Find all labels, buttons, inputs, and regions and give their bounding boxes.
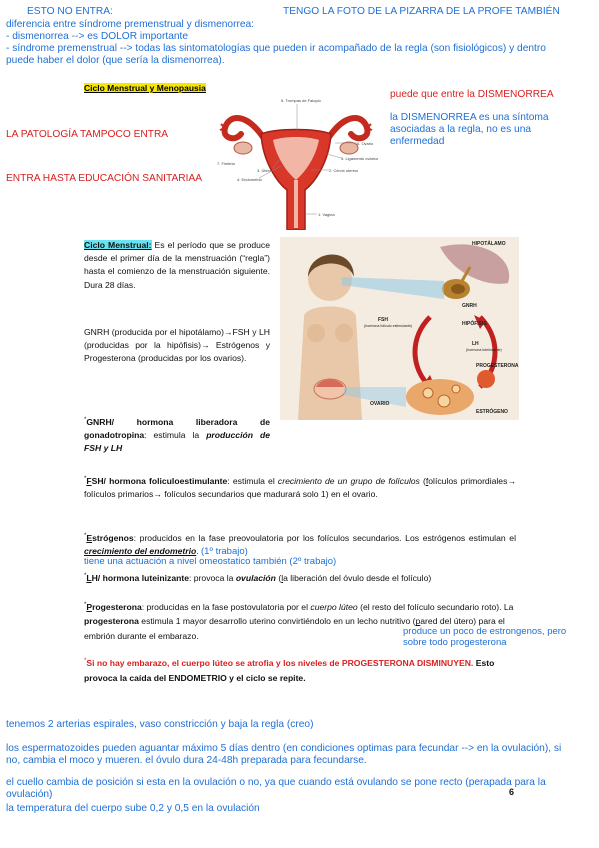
gnrh-term: GNRH/ hormona liberadora de gonadotropina <box>84 416 270 441</box>
fsh-item <box>84 473 516 501</box>
estr-note-2: tiene una actuación a nivel omeostatico también (2º trabajo) <box>84 556 337 567</box>
fsh-term-first: F <box>86 475 92 486</box>
bottom-note-cuello <box>6 777 596 801</box>
label-fsh: FSH <box>378 317 388 323</box>
lh-term-first: L <box>86 572 92 583</box>
estr-text2: . <box>196 546 199 557</box>
label-lh-sub: (hormona luteinizante) <box>466 348 502 352</box>
gnrh-emphasis: producción de FSH y LH <box>84 430 270 454</box>
note-dismenorrea-question: puede que entre la DISMENORREA <box>390 89 554 100</box>
prog-note <box>403 626 566 648</box>
fsh-text2: ( <box>419 475 426 486</box>
note-line: produce un poco de estrongenos, pero <box>403 626 567 637</box>
label-fimbria: 7. Fimbria <box>217 161 235 166</box>
header-right-note: TENGO LA FOTO DE LA PIZARRA DE LA PROFE TAMBIÉN <box>283 6 560 17</box>
top-note-line: puede haber el dolor (que sería la dismenorrea). <box>6 55 225 66</box>
uterus-illustration <box>220 118 372 230</box>
gnrh-chain: GNRH (producida por el hipotálamo)→FSH y LH (producidas por la hipófisis)→ Estrógenos y Progesterona (producidas por los ovarios). <box>84 327 270 364</box>
estr-emphasis: crecimiento del endometrio <box>84 546 197 557</box>
top-note-line: - dismenorrea --> es DOLOR importante <box>6 31 189 42</box>
label-hipofisis: HIPÓFISIS <box>462 321 487 327</box>
prog-text2: (el resto del folículo secundario roto). La <box>357 601 514 612</box>
no-embarazo-red: Si no hay embarazo, el cuerpo lúteo se atrofia y los niveles de PROGESTERONA DISMINUYEN. <box>86 657 474 668</box>
top-note-line: - síndrome premenstrual --> todas las sintomatologías que pueden ir acompañado de la regla (son fisiológicos) y dentro <box>6 43 546 54</box>
prog-sub-first: p <box>415 616 421 627</box>
header-left-note: ESTO NO ENTRA: <box>27 6 113 17</box>
label-endometrio: 4. Endometrio <box>237 177 262 182</box>
bullet-symbol: * <box>84 658 87 664</box>
bullet-symbol: * <box>84 417 87 423</box>
note-line: sobre todo progesterona <box>403 637 507 648</box>
uterus-diagram <box>217 94 387 230</box>
lh-text: : provoca la <box>189 572 236 583</box>
prog-text: : producidas en la fase postovulatoria por el <box>141 601 311 612</box>
label-trompas: 5. Trompas de Falopio <box>281 98 321 103</box>
label-fsh-sub: (hormona foliculo estimulante) <box>364 324 413 328</box>
page-number: 6 <box>509 787 515 797</box>
estr-text: : producidos en la fase preovoulatoria por los folículos secundarios. Los estrógenos estimulan el <box>133 532 516 543</box>
prog-text4: ared del útero) para el embrión durante el embarazo. <box>84 616 505 642</box>
label-estrogeno: ESTRÓGENO <box>476 409 508 415</box>
estrogenos-item <box>84 530 516 558</box>
gnrh-item <box>84 414 270 455</box>
note-line: ovulación) <box>6 789 53 800</box>
fsh-text: : estimula el <box>227 475 278 486</box>
fsh-term: SH/ hormona foliculoestimulante <box>91 475 228 486</box>
note-line: la DISMENORREA es una síntoma <box>390 112 549 123</box>
note-line: los espermatozoides pueden aguantar máximo 5 días dentro (en condiciones optimas para fecundar --> en la ovulación), si <box>6 743 562 754</box>
estr-note-1: (1º trabajo) <box>201 546 248 558</box>
label-gnrh: GNRH <box>462 303 477 309</box>
prog-text3: estimula 1 mayor desarrollo uterino convirtiéndolo en un lecho nutritivo ( <box>138 616 416 627</box>
lh-item <box>84 570 516 585</box>
prog-term-first: P <box>86 601 93 612</box>
bullet-symbol: * <box>84 573 87 579</box>
ciclo-definition <box>84 239 270 292</box>
note-educacion: ENTRA HASTA EDUCACIÓN SANITARIAA <box>6 173 203 184</box>
bullet-symbol: * <box>84 533 87 539</box>
label-utero: 3. Útero <box>257 168 272 173</box>
lh-term: H/ hormona luteinizante <box>91 572 189 583</box>
top-note-line: diferencia entre síndrome premenstrual y dismenorrea: <box>6 19 255 30</box>
fsh-emphasis: crecimiento de un grupo de folículos <box>277 475 420 486</box>
label-progesterona: PROGESTERONA <box>476 363 519 369</box>
lh-emphasis: ovulación <box>235 572 276 583</box>
label-hipotalamo: HIPOTÁLAMO <box>472 241 506 247</box>
section-title <box>84 83 206 93</box>
estr-term: strógenos <box>92 532 134 543</box>
bottom-note-arterias: tenemos 2 arterias espirales, vaso constricción y baja la regla (creo) <box>6 719 314 730</box>
label-lh: LH <box>472 341 479 347</box>
bottom-note-temperatura: la temperatura del cuerpo sube 0,2 y 0,5 en la ovulación <box>6 803 260 814</box>
prog-bold: progesterona <box>84 616 139 627</box>
lh-sub-first: l <box>281 572 284 583</box>
fsh-sub-first: f <box>425 475 429 486</box>
lh-text2: ( <box>275 572 282 583</box>
note-patologia: LA PATOLOGÍA TAMPOCO ENTRA <box>6 129 169 140</box>
label-ligamento: 5. Ligamento ovárico <box>341 156 379 161</box>
no-embarazo-black: Esto provoca la caída del ENDOMETRIO y el ciclo se repite. <box>84 657 495 683</box>
cycle-diagram <box>280 237 519 420</box>
ciclo-term: Ciclo Menstrual: <box>84 240 152 250</box>
bottom-note-espermatozoides <box>6 743 596 767</box>
prog-emphasis: cuerpo lúteo <box>310 601 358 612</box>
ciclo-text: Es el período que se produce desde el primer día de la menstruación (“regla”) hasta el comienzo de la menstruación siguiente. Dura 28 días. <box>84 240 270 290</box>
estr-term-first: E <box>86 532 93 543</box>
label-ovario-cycle: OVARIO <box>370 401 390 407</box>
note-line: enfermedad <box>390 136 445 147</box>
label-vagina: 1. Vagina <box>318 212 335 217</box>
note-line: asociadas a la regla, no es una <box>390 124 532 135</box>
lh-text3: a liberación del óvulo desde el folículo) <box>283 572 432 583</box>
note-dismenorrea-definition <box>390 112 549 148</box>
label-ovario: 6. Ovario <box>357 141 374 146</box>
bullet-symbol: * <box>84 602 87 608</box>
label-cervix: 2. Cérvix uterino <box>329 168 359 173</box>
top-notes <box>6 19 586 67</box>
prog-term: rogesterona <box>92 601 142 612</box>
gnrh-text: : estimula la <box>144 430 207 441</box>
section-title-text: Ciclo Menstrual y Menopausia <box>84 83 206 93</box>
note-line: no, cambia el moco y mueren. el óvulo dura 24-48h preparada para fecundarse. <box>6 755 367 766</box>
no-embarazo-item <box>84 654 516 686</box>
note-line: el cuello cambia de posición si esta en la ovulación o no, ya que cuando está ovulando se pone recto (perapada para la <box>6 777 546 788</box>
bullet-symbol: * <box>84 476 87 482</box>
fsh-text3: olículos primordiales→ folículos primarios→ folículos secundarios que madurará solo 1) en el ovario. <box>84 475 516 500</box>
